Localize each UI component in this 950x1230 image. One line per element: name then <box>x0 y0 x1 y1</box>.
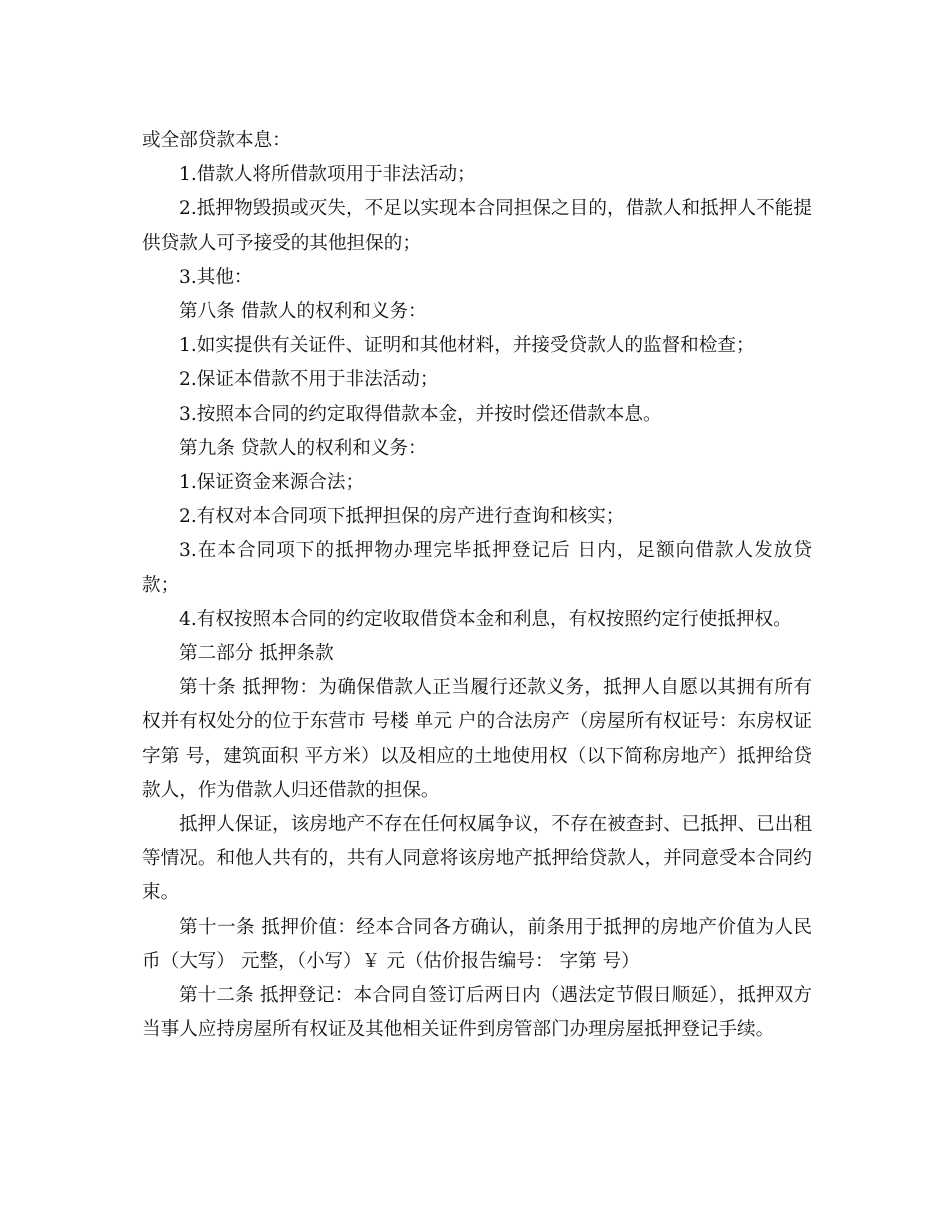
paragraph-clause-item: 1.借款人将所借款项用于非法活动； <box>179 164 476 186</box>
article-heading-9: 第九条 贷款人的权利和义务： <box>179 437 427 459</box>
article-heading-8: 第八条 借款人的权利和义务： <box>179 301 427 323</box>
paragraph-clause-item: 1.保证资金来源合法； <box>179 472 365 494</box>
paragraph-clause-item: 2.抵押物毁损或灭失，不足以实现本合同担保之目的，借款人和抵押人不能提供贷款人可予接受的其他担保的； <box>142 198 812 254</box>
article-11-paragraph: 第十一条 抵押价值：经本合同各方确认，前条用于抵押的房地产价值为人民币（大写） 元整，（小写）￥ 元（估价报告编号： 字第 号） <box>142 916 812 972</box>
paragraph-clause-item: 4.有权按照本合同的约定收取借贷本金和利息，有权按照约定行使抵押权。 <box>179 608 792 630</box>
section-heading-part-2: 第二部分 抵押条款 <box>179 643 334 665</box>
article-10-paragraph: 第十条 抵押物：为确保借款人正当履行还款义务，抵押人自愿以其拥有所有权并有权处分的位于东营市 号楼 单元 户的合法房产（房屋所有权证号：东房权证 字第 号，建筑面积 平方米）以及相应的土地使用权（以下简称房地产）抵押给贷款人，作为借款人归还借款的担保。 <box>142 677 812 801</box>
paragraph-clause-item: 3.其他： <box>179 266 253 288</box>
article-12-paragraph: 第十二条 抵押登记：本合同自签订后两日内（遇法定节假日顺延），抵押双方当事人应持房屋所有权证及其他相关证件到房管部门办理房屋抵押登记手续。 <box>142 985 812 1041</box>
paragraph-continuation: 或全部贷款本息： <box>142 130 291 151</box>
paragraph-clause-item: 3.按照本合同的约定取得借款本金，并按时偿还借款本息。 <box>179 403 662 425</box>
paragraph-clause-item: 2.保证本借款不用于非法活动； <box>179 369 439 391</box>
paragraph-clause-item: 2.有权对本合同项下抵押担保的房产进行查询和核实； <box>179 506 625 528</box>
contract-body <box>142 124 812 1047</box>
paragraph-clause-item: 1.如实提供有关证件、证明和其他材料，并接受贷款人的监督和检查； <box>179 335 755 357</box>
paragraph-clause-item: 3.在本合同项下的抵押物办理完毕抵押登记后 日内，足额向借款人发放贷款； <box>142 540 812 596</box>
guarantee-paragraph: 抵押人保证，该房地产不存在任何权属争议，不存在被查封、已抵押、已出租等情况。和他人共有的，共有人同意将该房地产抵押给贷款人，并同意受本合同约束。 <box>142 814 812 904</box>
